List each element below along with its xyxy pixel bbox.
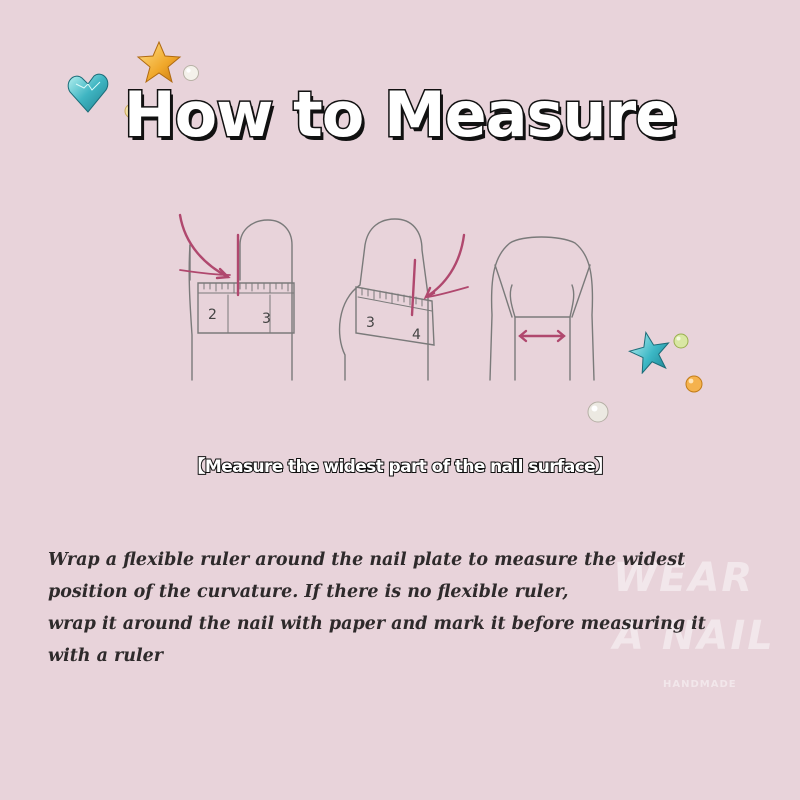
green-gem-icon bbox=[672, 332, 690, 350]
instruction-line: position of the curvature. If there is no flexible ruler, bbox=[48, 582, 569, 602]
finger-diagram-3 bbox=[490, 237, 594, 380]
instruction-line: with a ruler bbox=[48, 646, 163, 666]
measurement-diagrams bbox=[160, 205, 640, 405]
caption: 【Measure the widest part of the nail surface】 bbox=[188, 457, 612, 477]
wrap-arrow-right bbox=[426, 235, 464, 297]
watermark-line: WEAR bbox=[613, 555, 755, 601]
ruler-number: 3 bbox=[262, 311, 271, 327]
watermark-line: A NAIL bbox=[613, 613, 775, 659]
ruler-number: 2 bbox=[208, 307, 217, 323]
instructions-text bbox=[48, 544, 768, 672]
page-title: How to Measure bbox=[123, 78, 677, 151]
finger-diagram-1 bbox=[189, 220, 294, 380]
mark-line-right bbox=[412, 260, 415, 315]
finger-diagram-2 bbox=[340, 219, 434, 380]
instruction-line: Wrap a flexible ruler around the nail plate to measure the widest bbox=[48, 550, 686, 570]
pearl-icon bbox=[586, 400, 610, 424]
watermark-line: HANDMADE bbox=[663, 679, 737, 690]
wrap-arrow-left bbox=[180, 215, 228, 277]
instruction-line: wrap it around the nail with paper and mark it before measuring it bbox=[48, 614, 706, 634]
width-arrow bbox=[520, 331, 564, 341]
ruler-number: 3 bbox=[366, 315, 375, 331]
star-teal-icon bbox=[628, 330, 672, 374]
ruler-number: 4 bbox=[412, 327, 421, 343]
orange-gem-icon bbox=[684, 374, 704, 394]
